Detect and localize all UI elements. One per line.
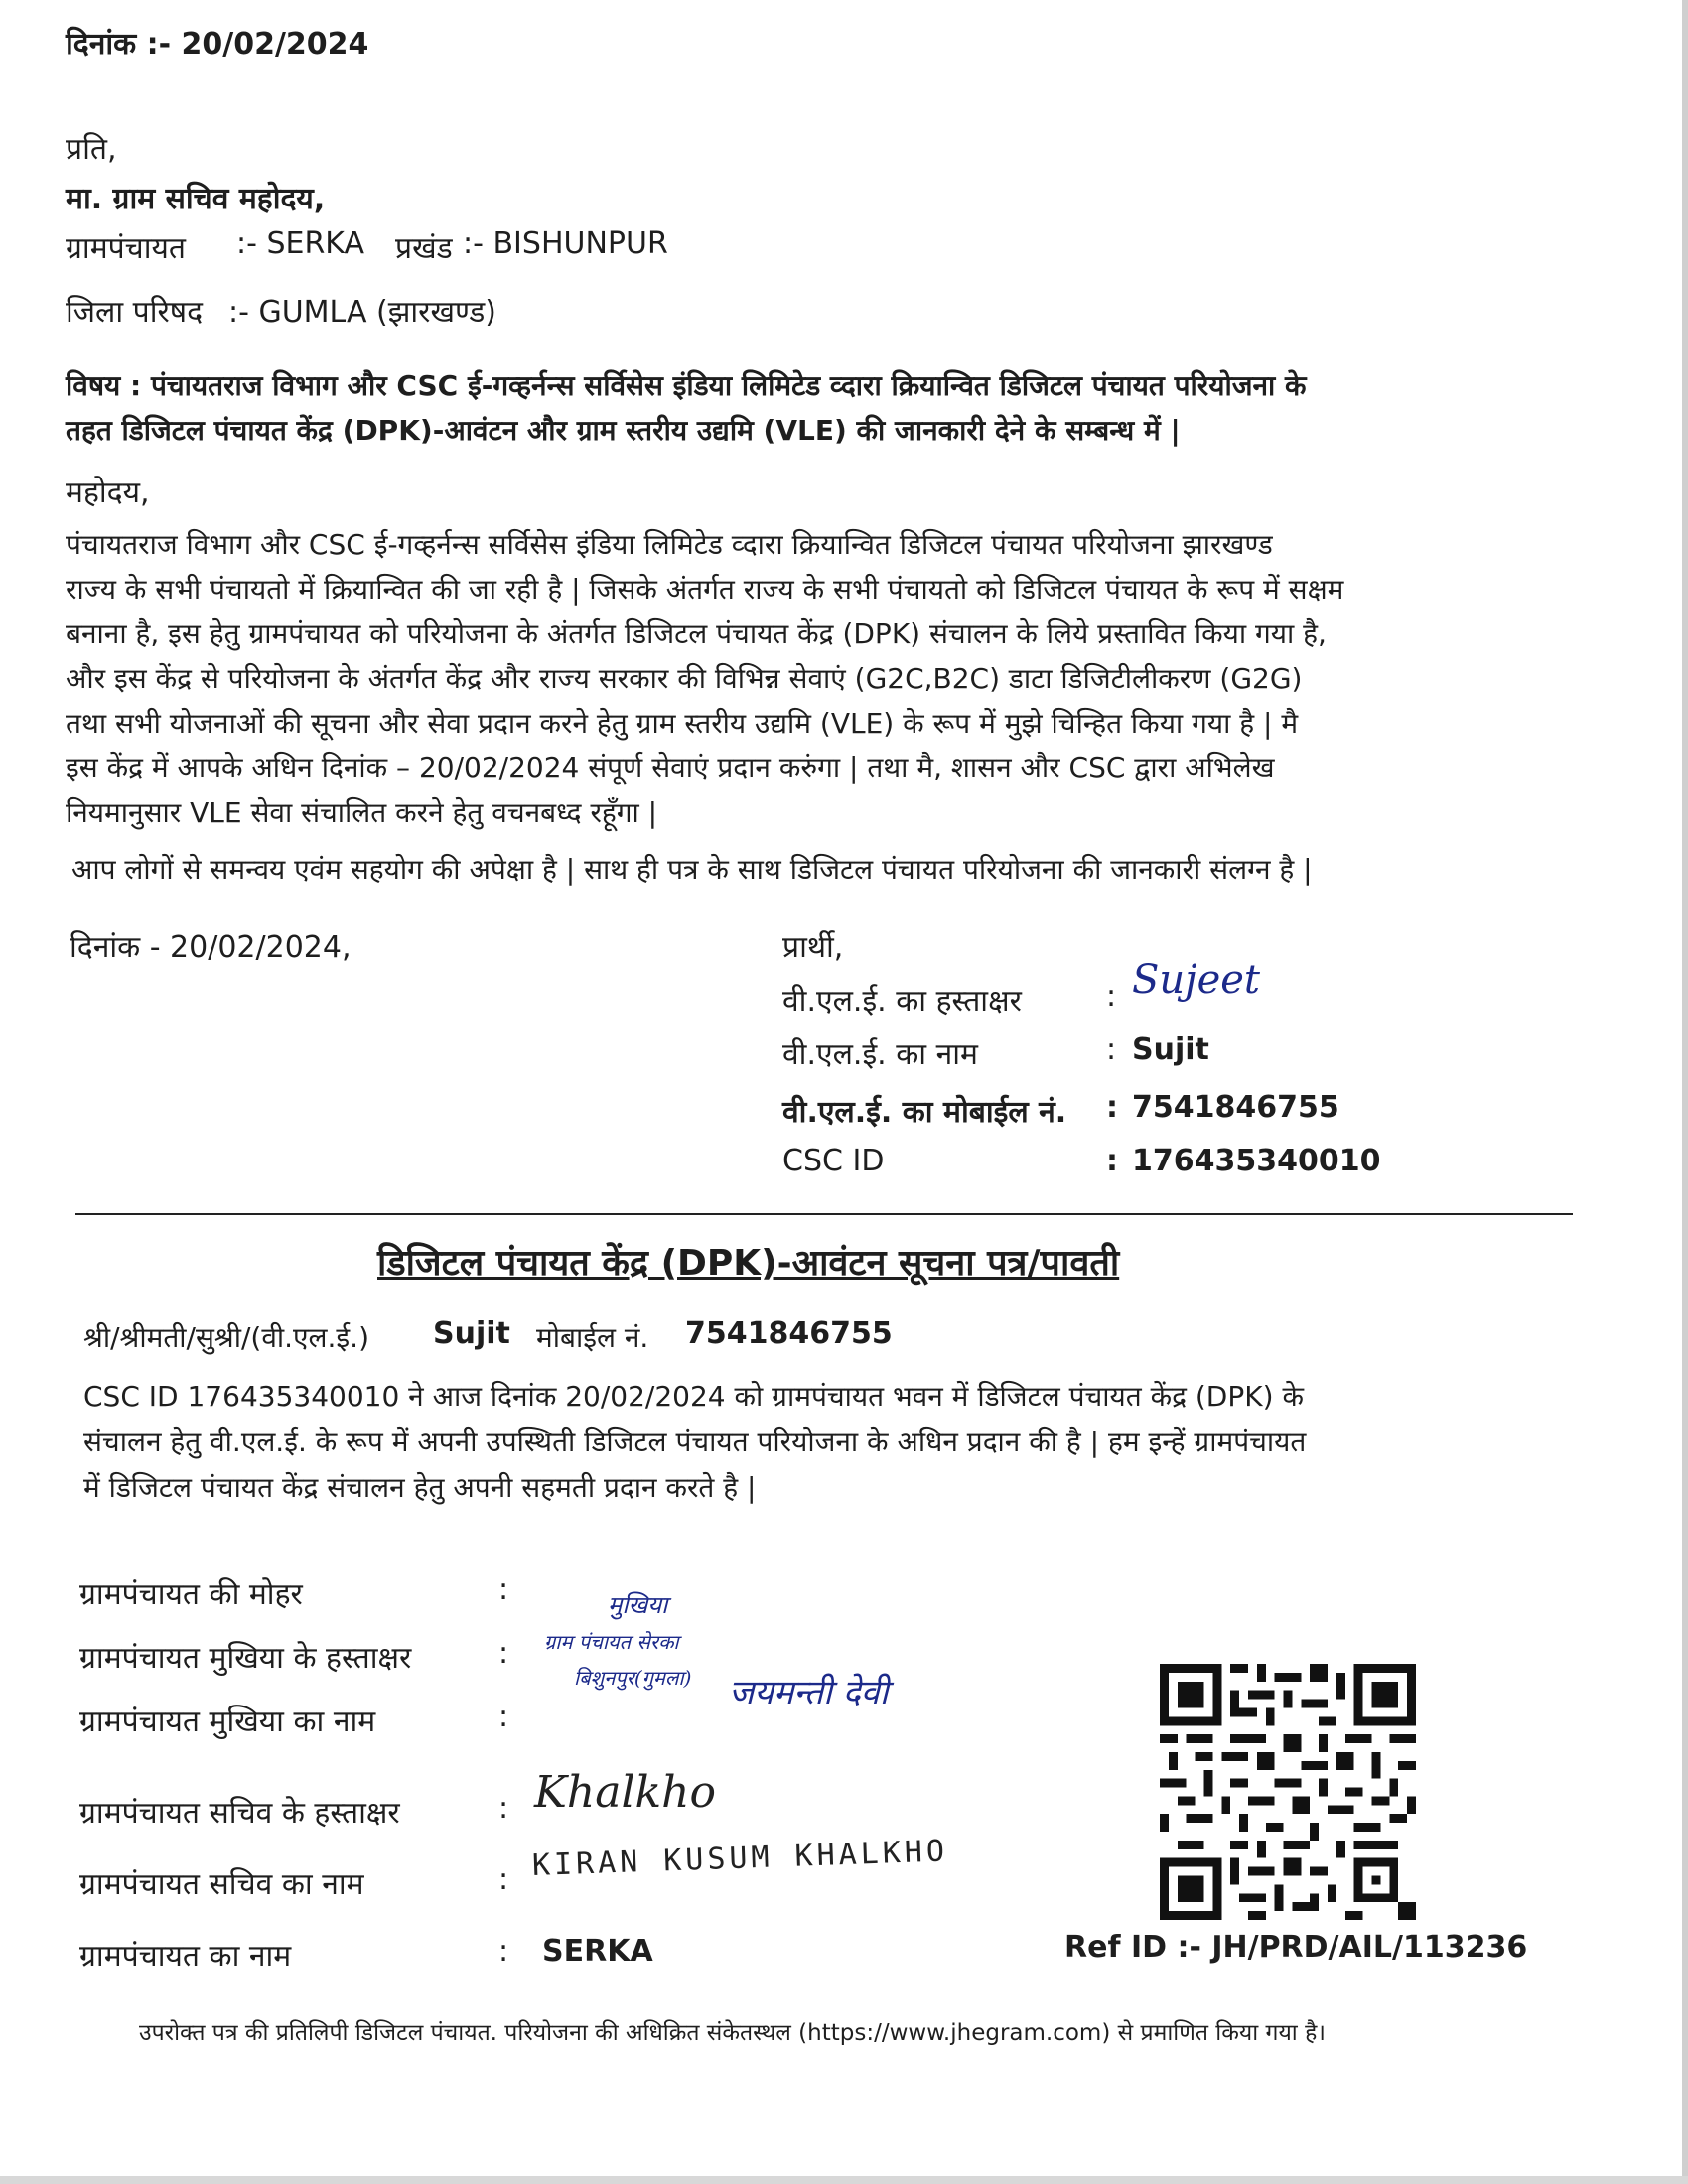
- body-line: और इस केंद्र से परियोजना के अंतर्गत केंद्र और राज्य सरकार की विभिन्न सेवाएं (G2C,B2C) डाटा डिजिटीलीकरण (G2G): [66, 662, 1303, 695]
- block-label: प्रखंड: [395, 231, 453, 266]
- district-value: :- GUMLA (झारखण्ड): [228, 295, 496, 330]
- section-divider: [75, 1213, 1573, 1215]
- applicant-label: प्रार्थी,: [782, 930, 844, 965]
- stamp-line-1: मुखिया: [608, 1591, 668, 1619]
- vle-signature-hand: Sujeet: [1132, 957, 1260, 1003]
- receipt-title: डिजिटल पंचायत केंद्र (DPK)-आवंटन सूचना पत्र/पावती: [377, 1243, 1120, 1284]
- colon: :: [498, 1636, 509, 1671]
- gp-label: ग्रामपंचायत: [66, 231, 186, 266]
- sachiv-signature-label: ग्रामपंचायत सचिव के हस्ताक्षर: [79, 1796, 400, 1831]
- body-line: तथा सभी योजनाओं की सूचना और सेवा प्रदान करने हेतु ग्राम स्तरीय उद्यमि (VLE) के रूप में मुझे चिन्हित किया गया है | मै: [66, 707, 1299, 740]
- colon: :: [498, 1862, 509, 1897]
- body-paragraph: [66, 522, 1343, 835]
- scan-edge-right: [1682, 0, 1688, 2184]
- sign-date: दिनांक - 20/02/2024,: [70, 930, 352, 965]
- prati: प्रति,: [66, 132, 117, 167]
- sachiv-signature-hand: Khalkho: [534, 1767, 717, 1818]
- receipt-line: में डिजिटल पंचायत केंद्र संचालन हेतु अपनी सहमती प्रदान करते है |: [83, 1471, 757, 1504]
- scan-edge-bottom: [0, 2176, 1688, 2184]
- body-line: बनाना है, इस हेतु ग्रामपंचायत को परियोजना के अंतर्गत डिजिटल पंचायत केंद्र (DPK) संचालन के लिये प्रस्तावित किया गया है,: [66, 617, 1327, 650]
- vle-mobile-label: वी.एल.ई. का मोबाईल नं.: [782, 1095, 1067, 1130]
- csc-id-value: 176435340010: [1132, 1144, 1381, 1178]
- receipt-mobile-value: 7541846755: [685, 1316, 893, 1351]
- mukhiya-name-hand: जयमन्ती देवी: [729, 1673, 889, 1712]
- colon: :: [1106, 1090, 1118, 1125]
- colon: :: [1106, 979, 1117, 1014]
- gp-name-row: [79, 1934, 774, 1978]
- receipt-line: संचालन हेतु वी.एल.ई. के रूप में अपनी उपस्थिती डिजिटल पंचायत परियोजना के अधिन प्रदान की है | हम इन्हें ग्रामपंचायत: [83, 1426, 1307, 1458]
- gp-value: :- SERKA: [236, 226, 364, 261]
- colon: :: [498, 1700, 509, 1734]
- colon: :: [498, 1572, 509, 1607]
- vle-name-value: Sujit: [1132, 1032, 1209, 1067]
- vle-signature-row: [782, 957, 1398, 1023]
- district-label: जिला परिषद: [66, 295, 204, 330]
- body-line: नियमानुसार VLE सेवा संचालित करने हेतु वचनबध्द रहूँगा |: [66, 796, 658, 829]
- mukhiya-signature-label: ग्रामपंचायत मुखिया के हस्ताक्षर: [79, 1641, 412, 1676]
- footer-note: उपरोक्त पत्र की प्रतिलिपी डिजिटल पंचायत. परियोजना की अधिक्रित संकेतस्थल (https://www.jhegram.com) से प्रमाणित किया गया है।: [139, 2020, 1327, 2046]
- stamp-line-3: बिशुनपुर(गुमला): [574, 1666, 692, 1690]
- shri-label: श्री/श्रीमती/सुश्री/(वी.एल.ई.): [83, 1321, 369, 1354]
- qr-code: [1160, 1664, 1416, 1920]
- colon: :: [498, 1791, 509, 1826]
- sachiv-name-label: ग्रामपंचायत सचिव का नाम: [79, 1867, 364, 1902]
- vle-name-row: [782, 1032, 1398, 1076]
- salutation: महोदय,: [66, 476, 150, 510]
- shri-value: Sujit: [433, 1316, 510, 1351]
- mukhiya-name-label: ग्रामपंचायत मुखिया का नाम: [79, 1705, 376, 1739]
- vle-name-label: वी.एल.ई. का नाम: [782, 1037, 978, 1072]
- sachiv-signature-row: [79, 1767, 774, 1835]
- colon: :: [1106, 1144, 1118, 1178]
- subject-line-2: तहत डिजिटल पंचायत केंद्र (DPK)-आवंटन और ग्राम स्तरीय उद्यमि (VLE) की जानकारी देने के सम्बन्ध में |: [66, 414, 1181, 447]
- addressee: मा. ग्राम सचिव महोदय,: [66, 182, 326, 216]
- seal-label: ग्रामपंचायत की मोहर: [79, 1577, 303, 1612]
- body-line: इस केंद्र में आपके अधिन दिनांक – 20/02/2024 संपूर्ण सेवाएं प्रदान करुंगा | तथा मै, शासन और CSC द्वारा अभिलेख: [66, 751, 1275, 784]
- sachiv-name-hand: KIRAN KUSUM KHALKHO: [531, 1834, 949, 1883]
- colon: :: [1106, 1032, 1117, 1067]
- colon: :: [498, 1934, 509, 1969]
- closing-line: आप लोगों से समन्वय एवंम सहयोग की अपेक्षा है | साथ ही पत्र के साथ डिजिटल पंचायत परियोजना की जानकारी संलग्न है |: [71, 853, 1313, 886]
- gp-name-value: SERKA: [542, 1934, 653, 1969]
- seal-row: [79, 1572, 774, 1616]
- csc-id-label: CSC ID: [782, 1144, 885, 1178]
- receipt-line: CSC ID 176435340010 ने आज दिनांक 20/02/2024 को ग्रामपंचायत भवन में डिजिटल पंचायत केंद्र (DPK) के: [83, 1380, 1304, 1413]
- vle-signature-label: वी.एल.ई. का हस्ताक्षर: [782, 984, 1022, 1019]
- header-date: दिनांक :- 20/02/2024: [66, 27, 369, 62]
- body-line: पंचायतराज विभाग और CSC ई-गव्हर्नन्स सर्विसेस इंडिया लिमिटेड व्दारा क्रियान्वित डिजिटल पंचायत परियोजना झारखण्ड: [66, 528, 1273, 561]
- receipt-paragraph: [83, 1374, 1306, 1511]
- csc-id-row: [782, 1144, 1398, 1187]
- receipt-mobile-label: मोबाईल नं.: [536, 1321, 649, 1354]
- stamp-line-2: ग्राम पंचायत सेरका: [544, 1630, 679, 1654]
- ref-id: Ref ID :- JH/PRD/AIL/113236: [1064, 1930, 1528, 1965]
- mukhiya-name-row: [79, 1700, 774, 1743]
- block-value: :- BISHUNPUR: [463, 226, 668, 261]
- body-line: राज्य के सभी पंचायतो में क्रियान्वित की जा रही है | जिसके अंतर्गत राज्य के सभी पंचायतो को डिजिटल पंचायत के रूप में सक्षम: [66, 573, 1344, 606]
- subject: [66, 363, 1307, 453]
- vle-mobile-value: 7541846755: [1132, 1090, 1339, 1125]
- vle-mobile-row: [782, 1090, 1398, 1134]
- gp-name-label: ग्रामपंचायत का नाम: [79, 1939, 292, 1974]
- sachiv-name-row: [79, 1834, 1172, 1906]
- subject-line-1: विषय : पंचायतराज विभाग और CSC ई-गव्हर्नन्स सर्विसेस इंडिया लिमिटेड व्दारा क्रियान्वित डिजिटल पंचायत परियोजना के: [66, 369, 1307, 402]
